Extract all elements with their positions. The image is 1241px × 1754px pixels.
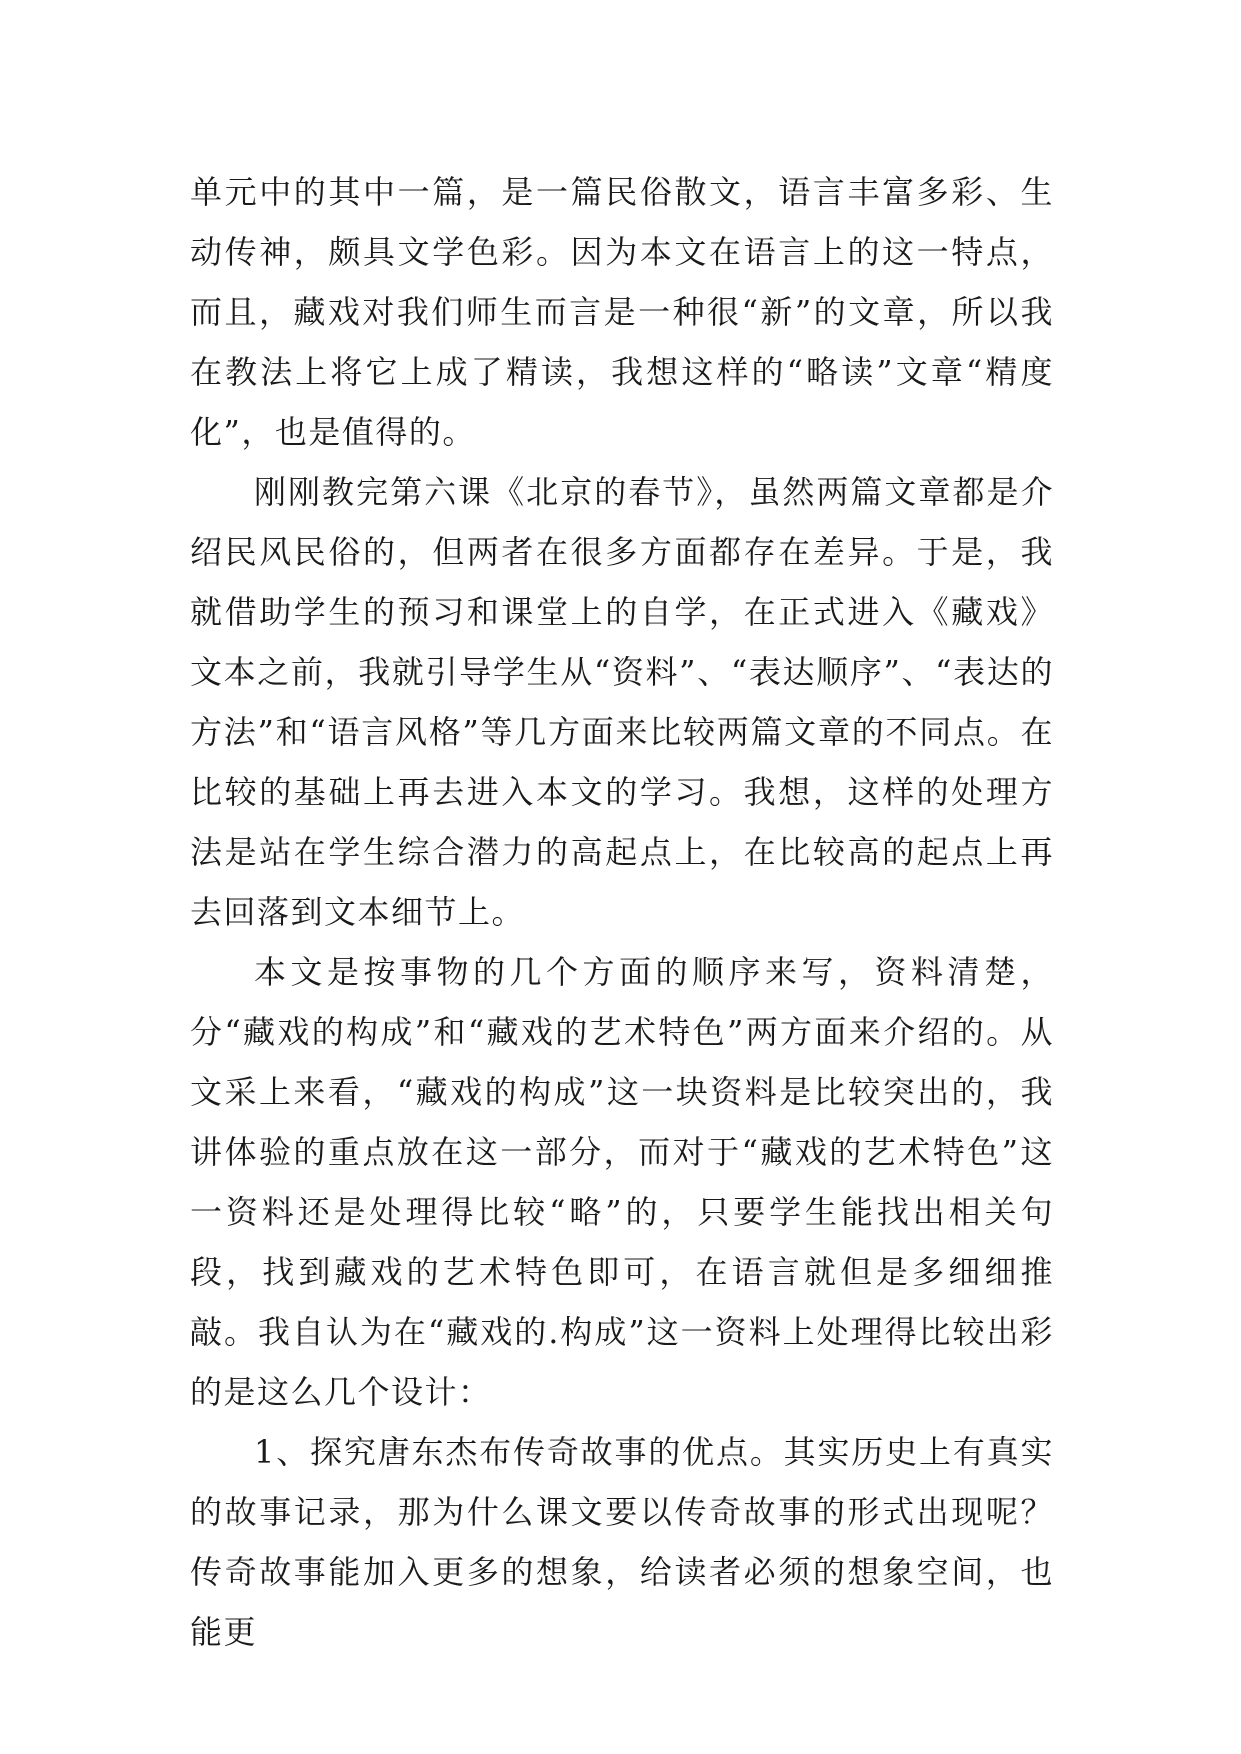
- paragraph-2: 刚刚教完第六课《北京的春节》，虽然两篇文章都是介绍民风民俗的，但两者在很多方面都存在差异。于是，我就借助学生的预习和课堂上的自学，在正式进入《藏戏》文本之前，我就引导学生从“资料”、“表达顺序”、“表达的方法”和“语言风格”等几方面来比较两篇文章的不同点。在比较的基础上再去进入本文的学习。我想，这样的处理方法是站在学生综合潜力的高起点上，在比较高的起点上再去回落到文本细节上。: [190, 473, 1054, 931]
- document-page: [190, 162, 1054, 1662]
- paragraph-3: 本文是按事物的几个方面的顺序来写，资料清楚，分“藏戏的构成”和“藏戏的艺术特色”两方面来介绍的。从文采上来看，“藏戏的构成”这一块资料是比较突出的，我讲体验的重点放在这一部分，而对于“藏戏的艺术特色”这一资料还是处理得比较“略”的，只要学生能找出相关句段，找到藏戏的艺术特色即可，在语言就但是多细细推敲。我自认为在“藏戏的.构成”这一资料上处理得比较出彩的是这么几个设计：: [190, 953, 1054, 1411]
- paragraph-1: 单元中的其中一篇，是一篇民俗散文，语言丰富多彩、生动传神，颇具文学色彩。因为本文在语言上的这一特点，而且，藏戏对我们师生而言是一种很“新”的文章，所以我在教法上将它上成了精读，我想这样的“略读”文章“精度化”，也是值得的。: [190, 173, 1054, 451]
- paragraph-4: 1、探究唐东杰布传奇故事的优点。其实历史上有真实的故事记录，那为什么课文要以传奇故事的形式出现呢？传奇故事能加入更多的想象，给读者必须的想象空间，也能更: [190, 1433, 1054, 1651]
